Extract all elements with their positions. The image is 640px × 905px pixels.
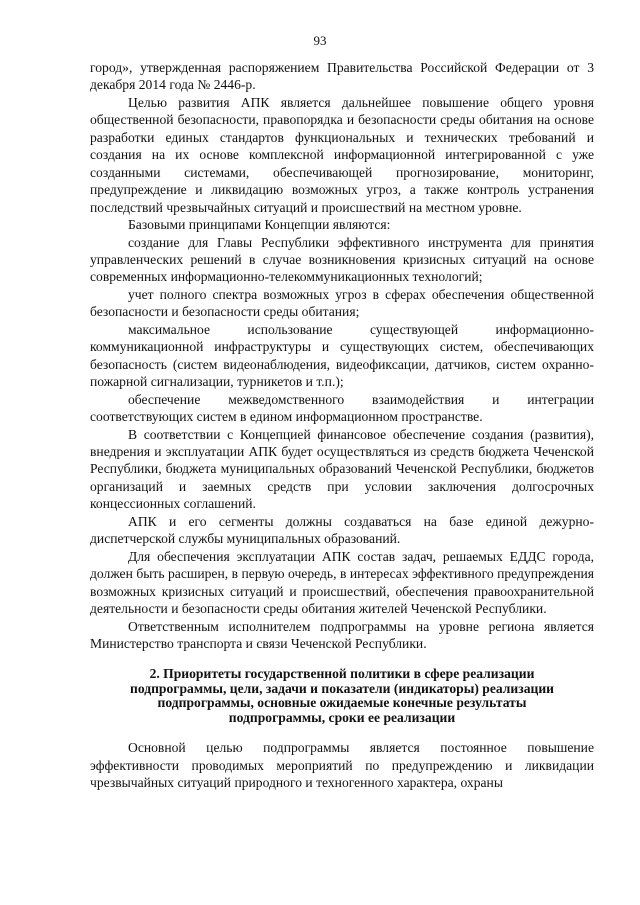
paragraph-principle-4: обеспечение межведомственного взаимодействия и интеграции соответствующих систем в едином информационном пространстве.: [90, 391, 594, 425]
paragraph-goal: Целью развития АПК является дальнейшее повышение общего уровня общественной безопасности, правопорядка и безопасности среды обитания на основе разработки единых стандартов функциональных и технических требований и создания на их основе комплексной информационной интегрированной с уже созданными системами, обеспечивающей прогнозирование, мониторинг, предупреждение и ликвидацию возможных угроз, а также контроль устранения последствий чрезвычайных ситуаций и происшествий на местном уровне.: [90, 94, 594, 215]
paragraph-principle-2: учет полного спектра возможных угроз в сферах обеспечения общественной безопасности и безопасности среды обитания;: [90, 286, 594, 320]
paragraph-continuation: город», утвержденная распоряжением Правительства Российской Федерации от 3 декабря 2014 года № 2446-р.: [90, 60, 594, 93]
paragraph-edds: Для обеспечения эксплуатации АПК состав задач, решаемых ЕДДС города, должен быть расширен, в первую очередь, в интересах эффективного предупреждения возможных кризисных ситуаций и происшествий, обеспечения правоохранительной деятельности и безопасности среды обитания жителей Чеченской Республики.: [90, 548, 594, 617]
section-heading: [90, 667, 594, 725]
paragraph-segments: АПК и его сегменты должны создаваться на базе единой дежурно-диспетчерской службы муниципальных образований.: [90, 513, 594, 547]
paragraph-financing: В соответствии с Концепцией финансовое обеспечение создания (развития), внедрения и эксплуатации АПК будет осуществляться из средств бюджета Чеченской Республики, бюджета муниципальных образований Чеченской Республики, бюджетов организаций и заемных средств при условии заключения долгосрочных концессионных соглашений.: [90, 426, 594, 512]
paragraph-principle-1: создание для Главы Республики эффективного инструмента для принятия управленческих решений в случае возникновения кризисных ситуаций на основе современных информационно-телекоммуникационных технологий;: [90, 234, 594, 285]
section-heading-line: подпрограммы, основные ожидаемые конечные результаты: [157, 695, 527, 711]
paragraph-principle-3: максимальное использование существующей информационно-коммуникационной инфраструктуры и существующих систем, обеспечивающих безопасность (систем видеонаблюдения, видеофиксации, датчиков, систем охранно-пожарной сигнализации, турникетов и т.п.);: [90, 321, 594, 390]
section-heading-line: 2. Приоритеты государственной политики в сфере реализации: [149, 666, 535, 682]
paragraph-principles-intro: Базовыми принципами Концепции являются:: [128, 217, 391, 233]
body-text: [90, 59, 594, 792]
paragraph-main-goal: Основной целью подпрограммы является постоянное повышение эффективности проводимых мероприятий по предупреждению и ликвидации чрезвычайных ситуаций природного и техногенного характера, охраны: [90, 740, 594, 791]
page-number: 93: [313, 33, 327, 48]
paragraph-responsible: Ответственным исполнителем подпрограммы на уровне региона является Министерство транспорта и связи Чеченской Республики.: [90, 618, 594, 651]
section-heading-line: подпрограммы, цели, задачи и показатели (индикаторы) реализации: [129, 680, 555, 696]
section-heading-line: подпрограммы, сроки ее реализации: [228, 709, 456, 725]
